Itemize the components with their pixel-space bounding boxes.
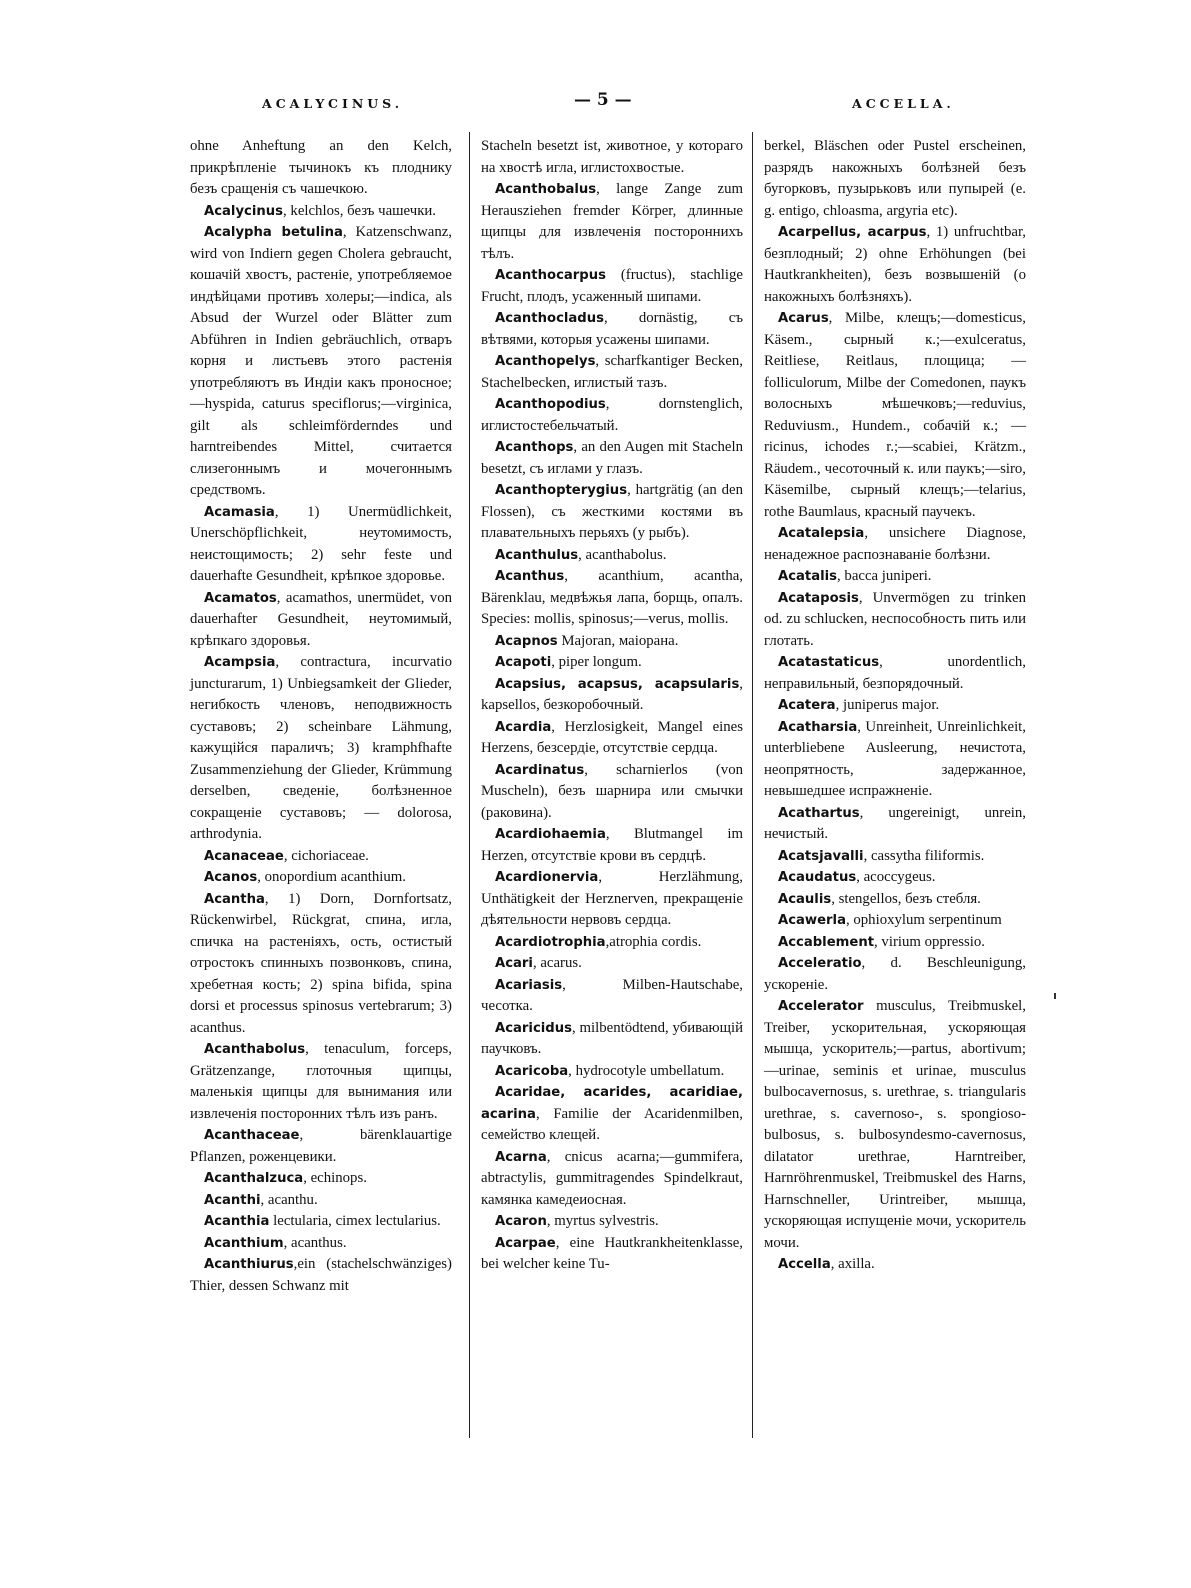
entry-headword: Acarus <box>778 311 829 326</box>
dictionary-entry <box>481 136 743 179</box>
dictionary-entry <box>481 1233 743 1276</box>
entry-headword: Acanthobalus <box>495 182 597 197</box>
dictionary-entry <box>481 975 743 1018</box>
entry-headword: Acanthulus <box>495 547 579 563</box>
dictionary-entry <box>764 717 1026 803</box>
entry-definition: , lange Zange zum Herausziehen fremder Körper, длинные щипцы для извлеченія постороннихъ тѣлъ. <box>481 181 743 262</box>
entry-definition: , virium oppressio. <box>874 933 986 950</box>
dictionary-entry <box>764 953 1026 996</box>
dictionary-entry <box>481 394 743 437</box>
entry-headword: Acatsjavalli <box>778 848 864 864</box>
entry-headword: Acaricoba <box>495 1063 569 1079</box>
entry-definition: , Unvermögen zu trinken od. zu schlucken, неспособность пить или глотать. <box>764 589 1026 649</box>
entry-headword: Acanthiurus <box>204 1257 294 1272</box>
entry-definition: , onopordium acanthium. <box>257 869 406 885</box>
entry-headword: Acaudatus <box>778 870 857 885</box>
entry-headword: Acapoti <box>495 655 552 670</box>
dictionary-entry <box>764 588 1026 653</box>
entry-definition: Stacheln besetzt ist, животное, у котораго на хвостѣ игла, иглистохвостые. <box>481 138 743 176</box>
entry-definition: ,atrophia cordis. <box>605 933 702 950</box>
entry-headword: Acari <box>495 956 533 971</box>
page-number: — 5 — <box>574 90 632 110</box>
entry-headword: Acaulis <box>778 891 832 907</box>
entry-definition: , scharnierlos (von Muscheln), безъ шарнира или смычки (раковина). <box>481 761 743 821</box>
entry-headword: Acaricidus <box>495 1020 572 1036</box>
entry-definition: lectularia, cimex lectularius. <box>269 1213 441 1229</box>
entry-headword: Acathartus <box>778 805 860 821</box>
entry-definition: , acanthus. <box>283 1234 347 1251</box>
entry-headword: Acanthus <box>495 569 565 584</box>
entry-definition: , kelchlos, безъ чашечки. <box>283 202 436 219</box>
entry-definition: , kapsellos, безкоробочный. <box>481 675 743 713</box>
entry-headword: Acardionervia <box>495 870 599 885</box>
dictionary-entry <box>481 1061 743 1083</box>
entry-definition: , unsichere Diagnose, ненадежное распознаваніе болѣзни. <box>764 525 1026 563</box>
entry-definition: , Herzlähmung, Unthätigkeit der Herznerven, прекращеніе дѣятельности нервовъ сердца. <box>481 869 743 928</box>
entry-headword: Acanthocladus <box>495 311 604 326</box>
dictionary-entry <box>481 760 743 825</box>
entry-definition: , acoccygeus. <box>856 869 936 885</box>
dictionary-entry <box>481 437 743 480</box>
dictionary-entry <box>190 1039 452 1125</box>
dictionary-entry <box>764 889 1026 911</box>
dictionary-entry <box>190 889 452 1040</box>
dictionary-entry <box>190 588 452 653</box>
entry-definition: , bärenklauartige Pflanzen, роженцевики. <box>190 1127 452 1165</box>
entry-definition: , scharfkantiger Becken, Stachelbecken, иглистый тазъ. <box>481 353 743 391</box>
entry-definition: , an den Augen mit Stacheln besetzt, съ иглами у глазъ. <box>481 439 743 477</box>
entry-headword: Acanthia <box>204 1214 270 1229</box>
entry-headword: Acarna <box>495 1149 547 1165</box>
dictionary-entry <box>481 1147 743 1212</box>
entry-definition: , hartgrätig (an den Flossen), съ жесткими костями въ плавательныхъ перьяхъ (у рыбъ). <box>481 482 743 541</box>
dictionary-entry <box>764 566 1026 588</box>
entry-headword: Acamatos <box>204 590 277 606</box>
margin-mark <box>1054 993 1056 999</box>
dictionary-entry <box>481 1211 743 1233</box>
dictionary-entry <box>764 136 1026 222</box>
dictionary-entry <box>764 996 1026 1254</box>
dictionary-entry <box>481 824 743 867</box>
dictionary-entry <box>190 1168 452 1190</box>
entry-headword: Acardiotrophia <box>495 934 606 950</box>
dictionary-entry <box>764 1254 1026 1276</box>
entry-headword: Acardia <box>495 719 552 735</box>
entry-headword: Acatastaticus <box>778 655 880 670</box>
entry-headword: Acanthopterygius <box>495 483 628 498</box>
dictionary-entry <box>481 351 743 394</box>
dictionary-entry <box>481 480 743 545</box>
entry-headword: Acardiohaemia <box>495 827 606 842</box>
entry-definition: , myrtus sylvestris. <box>546 1213 659 1229</box>
dictionary-entry <box>481 932 743 954</box>
dictionary-entry <box>764 523 1026 566</box>
entry-definition: ,ein (stachelschwänziges) Thier, dessen Schwanz mit <box>190 1256 452 1294</box>
entry-definition: , cassytha filiformis. <box>863 847 985 864</box>
entry-headword: Acaridae, acarides, acaridiae, acarina <box>481 1085 743 1122</box>
dictionary-entry <box>190 222 452 502</box>
dictionary-entry <box>481 674 743 717</box>
entry-headword: Acanthi <box>204 1192 261 1208</box>
dictionary-entry <box>481 265 743 308</box>
entry-headword: Acanthium <box>204 1235 284 1251</box>
entry-headword: Acanthocarpus <box>495 268 606 283</box>
entry-headword: Acanthops <box>495 440 574 455</box>
dictionary-entry <box>764 695 1026 717</box>
entry-headword: Accella <box>778 1257 831 1272</box>
entry-definition: , acanthium, acantha, Bärenklau, медвѣжья лапа, борщь, опалъ. Species: mollis, spinosus;—verus, mollis. <box>481 568 743 627</box>
entry-definition: , echinops. <box>303 1170 367 1186</box>
entry-definition: , Herzlosigkeit, Mangel eines Herzens, безсердіе, отсутствіе сердца. <box>481 718 743 756</box>
entry-headword: Acarpae <box>495 1235 556 1251</box>
entry-definition: , hydrocotyle umbellatum. <box>568 1062 725 1079</box>
entry-definition: Majoran, маіорана. <box>557 632 679 649</box>
entry-definition: , acanthabolus. <box>578 546 667 563</box>
column-3 <box>764 136 1026 1276</box>
dictionary-entry <box>481 652 743 674</box>
entry-headword: Acampsia <box>204 655 276 670</box>
entry-definition: , 1) Unermüdlichkeit, Unerschöpflichkeit, неутомимость, неистощимость; 2) sehr feste und dauerhafte Gesundheit, крѣпкое здоровье. <box>190 503 452 584</box>
dictionary-entry <box>481 566 743 631</box>
entry-headword: Acatera <box>778 698 836 713</box>
dictionary-entry <box>481 631 743 653</box>
dictionary-entry <box>764 308 1026 523</box>
dictionary-entry <box>481 867 743 932</box>
column-1 <box>190 136 452 1297</box>
column-rule-2 <box>752 132 753 1438</box>
dictionary-entry <box>190 1190 452 1212</box>
entry-definition: , Milbe, клещъ;—domesticus, Käsem., сырный к.;—exulceratus, Reitliese, Reitlaus, площица; — folliculorum, Milbe der Comedonen, паукъ волосныхъ мѣшечковъ;—reduvius, Reduviusm., Hundem., собачій к.; — ricinus, ichodes r.;—scabiei, Krätzm., Räudem., чесоточный к. или паукъ;—siro, Käsemilbe, сырный клещъ;—telarius, rothe Baumlaus, красный паучекъ. <box>764 310 1026 520</box>
entry-definition: , milbentödtend, убивающій паучковъ. <box>481 1019 743 1057</box>
dictionary-entry <box>190 846 452 868</box>
entry-headword: Acceleratio <box>778 956 862 971</box>
entry-headword: Acanos <box>204 870 258 885</box>
entry-definition: , dornästig, съ вѣтвями, которыя усажены шипами. <box>481 310 743 348</box>
entry-definition: , acarus. <box>532 955 582 971</box>
dictionary-entry <box>764 803 1026 846</box>
entry-definition: , ophioxylum serpentinum <box>845 912 1002 928</box>
entry-headword: Acanthabolus <box>204 1042 306 1057</box>
entry-definition: musculus, Treibmuskel, Treiber, ускорительная, ускоряющая мышца, ускоритель;—partus, abortivum;—urinae, seminis et urinae, musculus bulbocavernosus, s. urethrae, s. triangularis urethrae, s. cavernoso-, s. spongioso-bulbosus, s. bulbosyndesmo-cavernosus, dilatator urethrae, Harntreiber, Harnröhrenmuskel, Treibmuskel des Harns, Harnschneller, Urintreiber, мышца, ускоряющая испущеніе мочи, ускоритель мочи. <box>764 998 1026 1251</box>
entry-headword: Acalycinus <box>204 203 284 219</box>
entry-definition: , eine Hautkrankheitenklasse, bei welcher keine Tu- <box>481 1234 743 1272</box>
entry-definition: , d. Beschleunigung, ускореніе. <box>764 955 1026 993</box>
entry-headword: Acanthopelys <box>495 354 596 369</box>
entry-headword: Acamasia <box>204 504 275 520</box>
dictionary-entry <box>764 910 1026 932</box>
dictionary-entry <box>190 201 452 223</box>
entry-headword: Acarpellus, acarpus <box>778 225 927 240</box>
entry-definition: , Blutmangel im Herzen, отсутствіе крови въ сердцѣ. <box>481 826 743 864</box>
entry-headword: Acawerla <box>778 913 846 928</box>
dictionary-entry <box>190 1211 452 1233</box>
running-head-right: ACCELLA. <box>852 96 955 111</box>
dictionary-entry <box>481 717 743 760</box>
entry-definition: , acanthu. <box>260 1191 318 1208</box>
entry-headword: Acanaceae <box>204 848 284 864</box>
entry-definition: , Unreinheit, Unreinlichkeit, unterbliebene Ausleerung, нечистота, неопрятность, задержанное, невышедшее испражненіе. <box>764 718 1026 799</box>
entry-definition: , Milben-Hautschabe, чесотка. <box>481 976 743 1014</box>
entry-definition: , axilla. <box>830 1256 875 1272</box>
entry-definition: , acamathos, unermüdet, von dauerhafter Gesundheit, неутомимый, крѣпкаго здоровья. <box>190 589 452 649</box>
entry-definition: , bacca juniperi. <box>837 568 932 584</box>
running-head-left: ACALYCINUS. <box>262 96 404 111</box>
dictionary-entry <box>190 1233 452 1255</box>
dictionary-entry <box>481 545 743 567</box>
entry-definition: berkel, Bläschen oder Pustel erscheinen, разрядъ накожныхъ болѣзней безъ бугорковъ, пузырьковъ или пупырей (e. g. entigo, chloasma, argyria etc). <box>764 138 1026 219</box>
dictionary-entry <box>190 1125 452 1168</box>
entry-definition: , juniperus major. <box>835 697 940 713</box>
dictionary-entry <box>481 953 743 975</box>
entry-headword: Acantha <box>204 891 265 907</box>
entry-definition: , Katzenschwanz, wird von Indiern gegen Cholera gebraucht, кошачій хвостъ, растеніе, употребляемое индѣйцами противъ холеры;—indica, als Absud der Wurzel oder Blätter zum Abführen in Indien gebräuchlich, отваръ корня и листьевъ этого растенія употребляютъ въ Индіи какъ проносное;—hyspida, caturus speciflorus;—virginica, gilt als schleimförderndes und harntreibendes Mittel, считается слизегоннымъ и мочегоннымъ средствомъ. <box>190 224 452 498</box>
entry-headword: Accelerator <box>778 999 864 1014</box>
entry-headword: Acardinatus <box>495 762 585 778</box>
dictionary-entry <box>190 867 452 889</box>
entry-headword: Acapnos <box>495 633 558 649</box>
entry-headword: Acatharsia <box>778 719 858 735</box>
dictionary-entry <box>764 222 1026 308</box>
entry-headword: Acariasis <box>495 977 563 993</box>
entry-definition: , cnicus acarna;—gummifera, abtractylis, gummitragendes Spindelkraut, камянка камедеиосная. <box>481 1148 743 1208</box>
entry-headword: Acanthopodius <box>495 397 606 412</box>
dictionary-entry <box>481 308 743 351</box>
column-rule-1 <box>469 132 470 1438</box>
entry-headword: Acanthalzuca <box>204 1171 304 1186</box>
dictionary-entry <box>764 867 1026 889</box>
entry-definition: , 1) Dorn, Dornfortsatz, Rückenwirbel, Rückgrat, спина, игла, спичка на растеніяхъ, ость, остистый отростокъ спинныхъ позвонковъ, спина, хребетная кость; 2) spina bifida, spina dorsi et processus spinosus vertebrarum; 3) acanthus. <box>190 890 452 1036</box>
entry-headword: Acaron <box>495 1214 547 1229</box>
dictionary-entry <box>190 136 452 201</box>
entry-headword: Acapsius, acapsus, acapsularis <box>495 676 740 692</box>
entry-definition: , ungereinigt, unrein, нечистый. <box>764 804 1026 842</box>
entry-definition: , piper longum. <box>551 654 642 670</box>
dictionary-entry <box>190 1254 452 1297</box>
entry-definition: , stengellos, безъ стебля. <box>831 890 981 907</box>
entry-definition: , contractura, incurvatio juncturarum, 1) Unbiegsamkeit der Glieder, негибкость членовъ, неподвижность суставовъ; 2) scheinbare Lähmung, кажущійся параличъ; 3) kramphfhafte Zusammenziehung der Glieder, Krümmung derselben, сведеніе, болѣзненное сокращеніе суставовъ; — dolorosa, arthrodynia. <box>190 654 452 842</box>
column-2 <box>481 136 743 1276</box>
entry-definition: , unordentlich, неправильный, безпорядочный. <box>764 654 1026 692</box>
entry-headword: Acataposis <box>778 590 859 606</box>
entry-definition: ohne Anheftung an den Kelch, прикрѣпленіе тычинокъ къ плоднику безъ сращенія съ чашечкою. <box>190 138 452 197</box>
entry-definition: , Familie der Acaridenmilben, семейство клещей. <box>481 1105 743 1143</box>
entry-headword: Accablement <box>778 934 875 950</box>
dictionary-entry <box>190 502 452 588</box>
dictionary-entry <box>190 652 452 846</box>
entry-definition: (fructus), stachlige Frucht, плодъ, усаженный шипами. <box>481 267 743 305</box>
entry-headword: Acatalis <box>778 569 838 584</box>
dictionary-entry <box>764 652 1026 695</box>
entry-headword: Acatalepsia <box>778 526 865 541</box>
entry-headword: Acanthaceae <box>204 1128 300 1143</box>
dictionary-entry <box>481 1082 743 1147</box>
dictionary-entry <box>481 179 743 265</box>
entry-definition: , 1) unfruchtbar, безплодный; 2) ohne Erhöhungen (bei Hautkrankheiten), безъ возвышеній (о накожныхъ болѣзняхъ). <box>764 224 1026 305</box>
dictionary-entry <box>764 932 1026 954</box>
entry-definition: , tenaculum, forceps, Grätzenzange, глоточныя щипцы, маленькія щипцы для вынимания или извлеченія посторонних тѣлъ изъ ранъ. <box>190 1041 452 1122</box>
dictionary-entry <box>764 846 1026 868</box>
entry-definition: , dornstenglich, иглистостебельчатый. <box>481 396 743 434</box>
entry-definition: , cichoriaceae. <box>283 847 369 864</box>
entry-headword: Acalypha betulina <box>204 225 343 240</box>
dictionary-entry <box>481 1018 743 1061</box>
